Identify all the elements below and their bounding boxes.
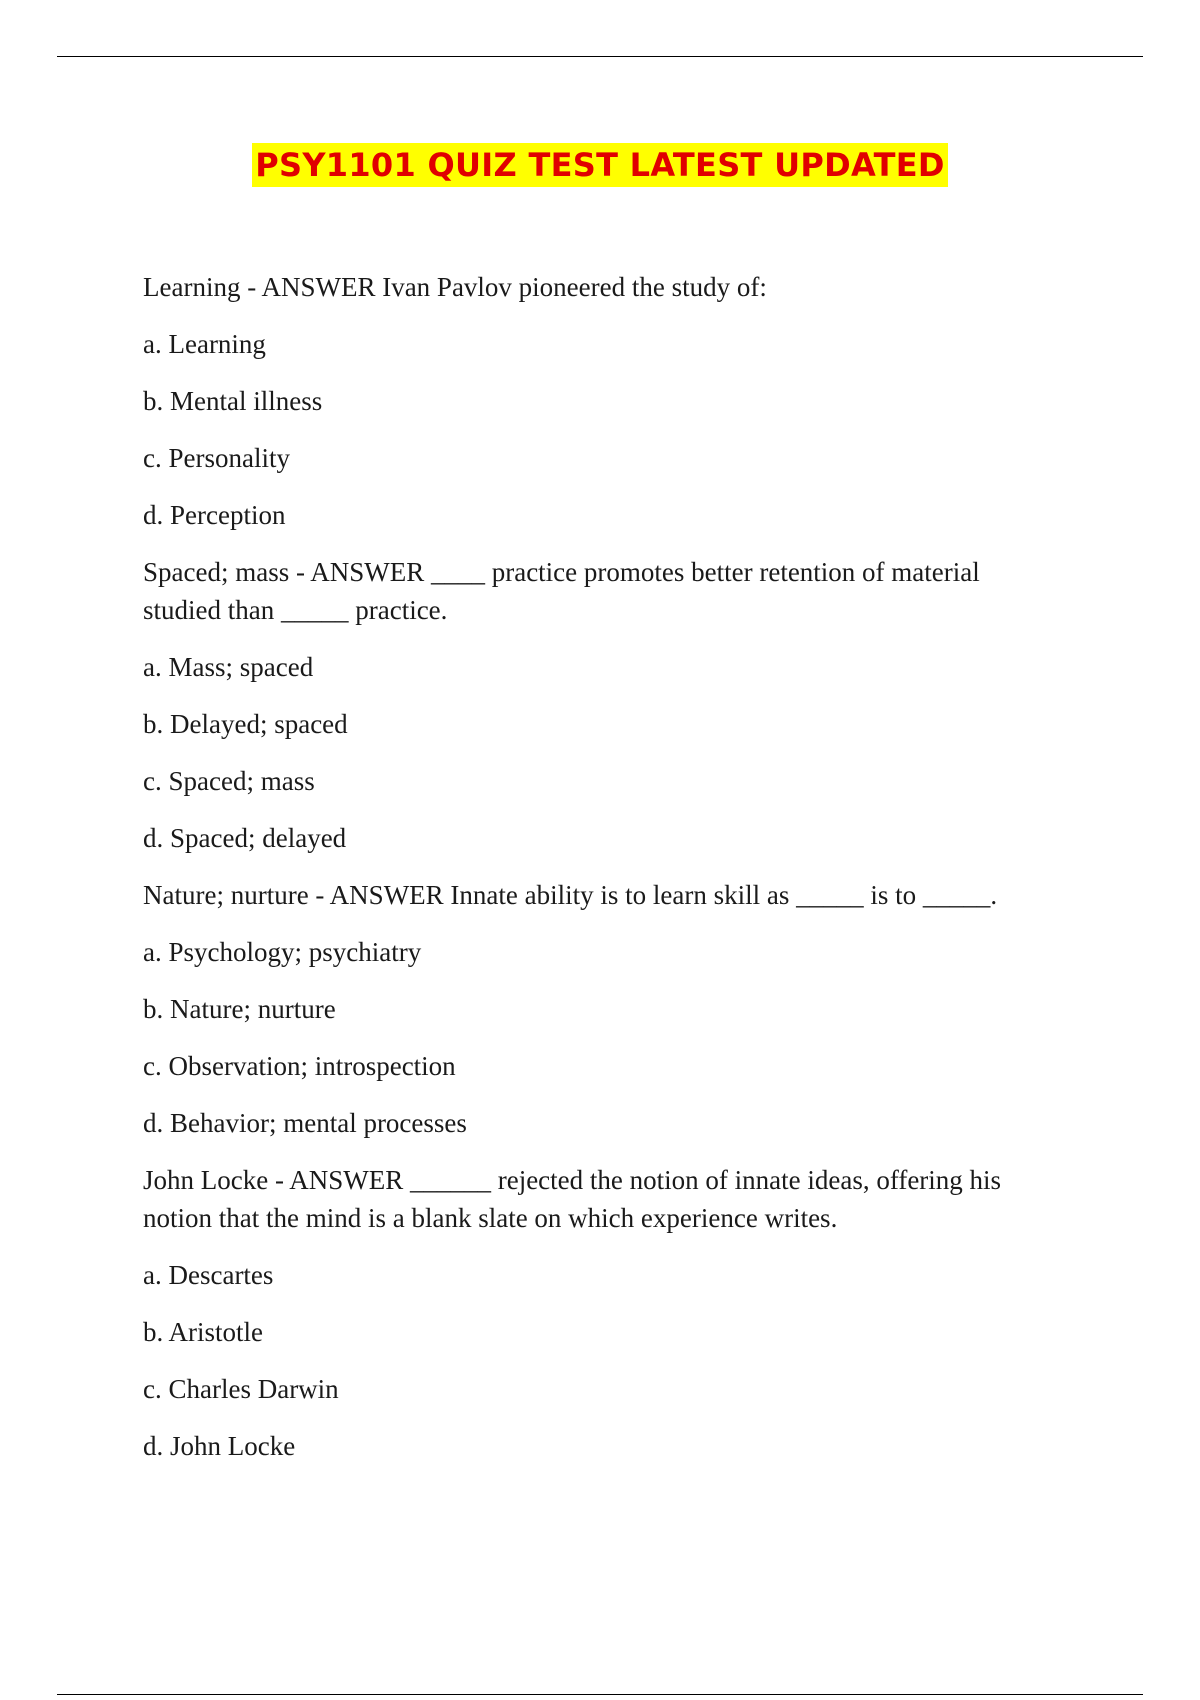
answer-option: a. Mass; spaced	[143, 652, 314, 682]
answer-option: c. Personality	[143, 443, 290, 473]
question-prompt: Spaced; mass - ANSWER ____ practice promotes better retention of material studied than _____ practice.	[143, 557, 980, 625]
question-prompt: John Locke - ANSWER ______ rejected the notion of innate ideas, offering his notion that the mind is a blank slate on which experience writes.	[143, 1165, 1002, 1233]
answer-option: c. Spaced; mass	[143, 766, 315, 796]
answer-option: c. Observation; introspection	[143, 1051, 456, 1081]
answer-option: d. John Locke	[143, 1431, 296, 1461]
answer-option: b. Mental illness	[143, 386, 323, 416]
answer-option: b. Nature; nurture	[143, 994, 336, 1024]
answer-option: b. Delayed; spaced	[143, 709, 348, 739]
answer-option: a. Psychology; psychiatry	[143, 937, 422, 967]
answer-option: a. Descartes	[143, 1260, 274, 1290]
footer-rule	[57, 1694, 1143, 1695]
question-list	[143, 268, 1063, 1484]
answer-option: d. Spaced; delayed	[143, 823, 347, 853]
answer-option: c. Charles Darwin	[143, 1374, 339, 1404]
question-prompt: Learning - ANSWER Ivan Pavlov pioneered the study of:	[143, 272, 767, 302]
answer-option: b. Aristotle	[143, 1317, 263, 1347]
answer-option: d. Perception	[143, 500, 286, 530]
answer-option: d. Behavior; mental processes	[143, 1108, 467, 1138]
document-title: PSY1101 QUIZ TEST LATEST UPDATED	[252, 143, 948, 187]
header-rule	[57, 56, 1143, 57]
answer-option: a. Learning	[143, 329, 266, 359]
title-block	[0, 143, 1200, 187]
question-prompt: Nature; nurture - ANSWER Innate ability is to learn skill as _____ is to _____.	[143, 880, 998, 910]
